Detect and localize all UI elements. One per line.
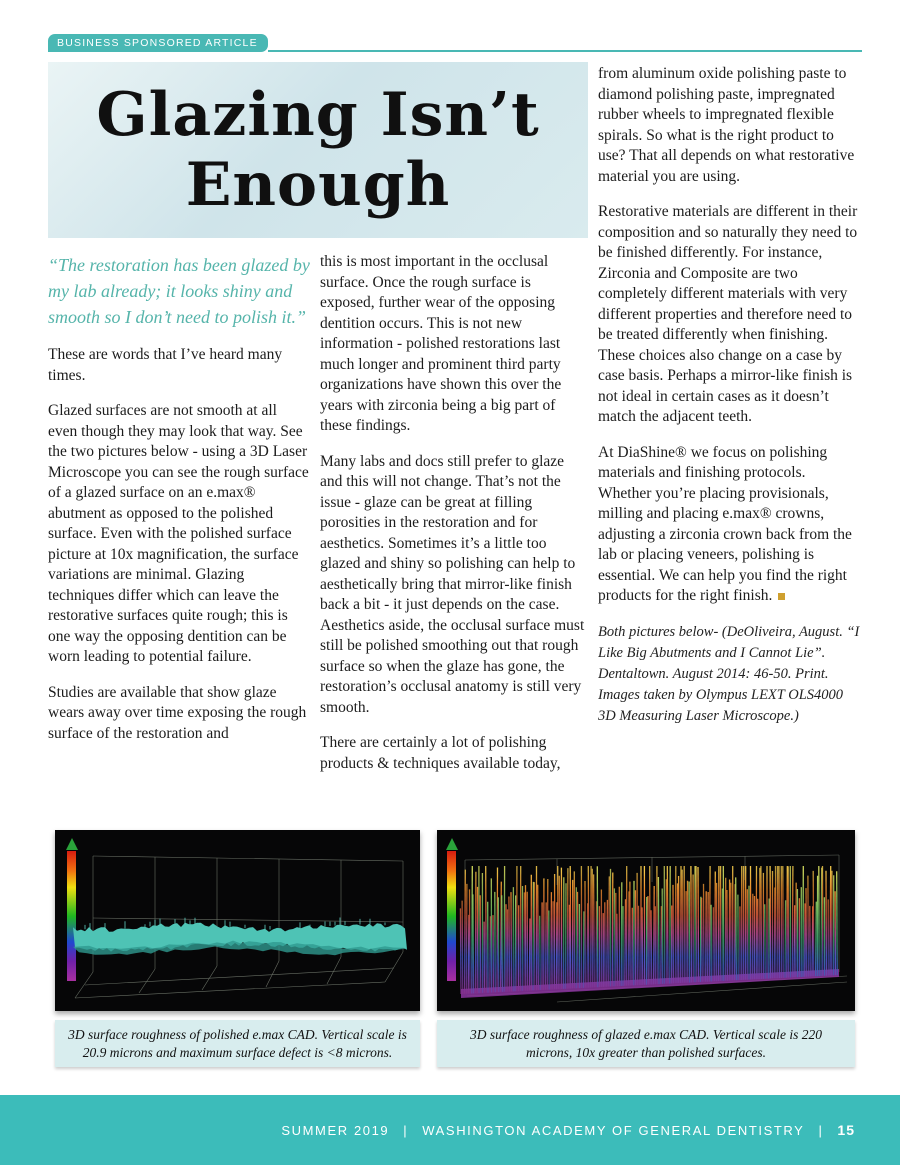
paragraph-text: At DiaShine® we focus on polishing materials and finishing protocols. Whether you’re placing provisionals, milling and placing e.max® crowns, adjusting a zirconia crown back from the lab or placing veneers, polishing is essential. We can help you find the right products for the right finish. xyxy=(598,443,852,604)
colorbar xyxy=(447,851,456,981)
figure-polished-emax xyxy=(55,830,420,1067)
paragraph: Glazed surfaces are not smooth at all even though they may look that way. See the two pictures below - using a 3D Laser Microscope you can see the rough surface of a glazed surface on an e.max® abutment as opposed to the polished surface. Even with the polished surface picture at 10x magnification, the surface variations are minimal. Glazing techniques differ which can leave the restorative surfaces quite rough; this is one way the opposing dentition can be worn leading to potential failure. xyxy=(48,402,309,665)
header-rule xyxy=(268,50,862,52)
footer-separator: | xyxy=(818,1122,824,1138)
figure-caption: 3D surface roughness of glazed e.max CAD. Vertical scale is 220 microns, 10x greater than polished surfaces. xyxy=(437,1020,855,1067)
header-row xyxy=(48,34,862,52)
footer-organization: WASHINGTON ACADEMY OF GENERAL DENTISTRY xyxy=(422,1122,805,1138)
paragraph: Many labs and docs still prefer to glaze and this will not change. That’s not the issue - glaze can be great at filling porosities in the restoration and for aesthetics. Sometimes it’s a little too glazed and shiny so polishing can help to aesthetically bring that mirror-like finish back a bit - it just depends on the case. Aesthetics aside, the occlusal surface must still be polished smoothing out that rough surface so when the glaze has gone, the restoration’s occlusal anatomy is still very smooth. xyxy=(320,452,585,716)
page-title-line-1: Glazing Isn’t xyxy=(96,80,540,150)
polished-surface-scan-image xyxy=(55,830,420,1011)
flat-surface-3d-plot xyxy=(55,830,420,1011)
footer-separator: | xyxy=(403,1122,409,1138)
column-middle xyxy=(320,252,586,822)
paragraph: These are words that I’ve heard many times. xyxy=(48,346,283,384)
pull-quote: “The restoration has been glazed by my lab already; it looks shiny and smooth so I don’t need to polish it.” xyxy=(48,255,310,327)
paragraph: Restorative materials are different in their composition and so naturally they need to be finished differently. For instance, Zirconia and Composite are two completely different materials with very different properties and therefore need to be treated differently when finishing. These choices also change on a case by case basis. Perhaps a mirror-like finish is not ideal in certain cases as it doesn’t match the adjacent teeth. xyxy=(598,203,858,425)
paragraph xyxy=(598,443,860,607)
article-title-block xyxy=(48,62,588,238)
paragraph: this is most important in the occlusal surface. Once the rough surface is exposed, further wear of the opposing dentition occurs. This is not new information - polished restorations last much longer and prominent third party organizations have shown this over the years with zirconia being a big part of these findings. xyxy=(320,253,562,434)
figure-glazed-emax xyxy=(437,830,855,1067)
sponsored-article-badge: BUSINESS SPONSORED ARTICLE xyxy=(48,34,268,52)
paragraph: Studies are available that show glaze wears away over time exposing the rough surface of the restoration and xyxy=(48,683,307,742)
column-left xyxy=(48,252,310,822)
spiky-surface-3d-plot xyxy=(437,830,855,1011)
page-title-line-2: Enough xyxy=(185,150,451,220)
figure-caption: 3D surface roughness of polished e.max CAD. Vertical scale is 20.9 microns and maximum surface defect is <8 microns. xyxy=(55,1020,420,1067)
end-of-article-marker-icon xyxy=(778,593,785,600)
paragraph: from aluminum oxide polishing paste to diamond polishing paste, impregnated rubber wheels to impregnated flexible spirals. So what is the right product to use? That all depends on what restorative material you are using. xyxy=(598,65,855,185)
image-citation: Both pictures below- (DeOliveira, August. “I Like Big Abutments and I Cannot Lie”. Dentaltown. August 2014: 46-50. Print. Images taken by Olympus LEXT OLS4000 3D Measuring Laser Microscope.) xyxy=(598,623,860,724)
page-footer xyxy=(0,1095,900,1165)
paragraph: There are certainly a lot of polishing products & techniques available today, xyxy=(320,734,561,772)
footer-issue: SUMMER 2019 xyxy=(281,1122,390,1138)
colorbar xyxy=(67,851,76,981)
footer-page-number: 15 xyxy=(837,1122,855,1138)
glazed-surface-scan-image xyxy=(437,830,855,1011)
figure-row xyxy=(55,830,855,1067)
column-right xyxy=(598,64,860,822)
